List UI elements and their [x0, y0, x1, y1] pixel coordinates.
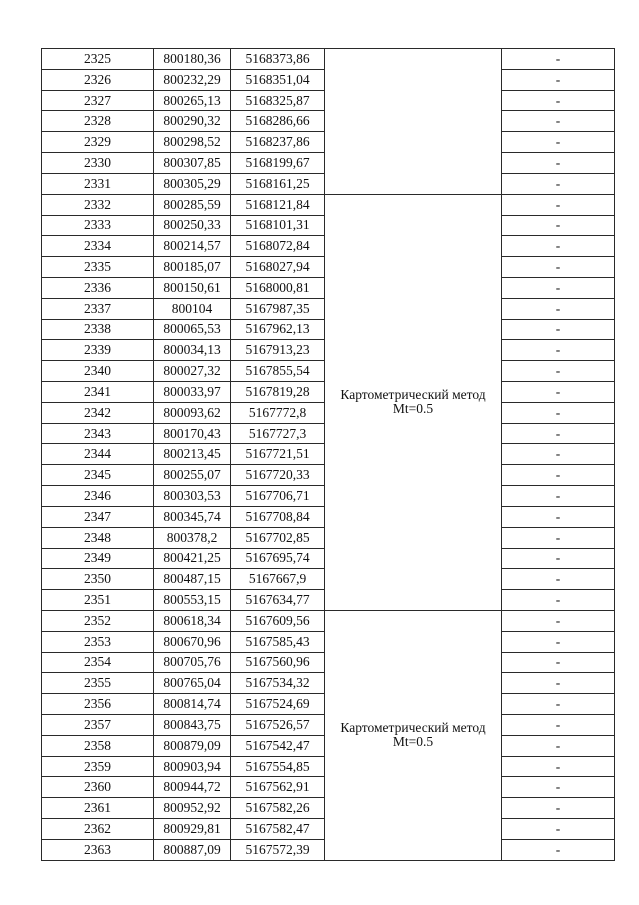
x-coordinate-cell: 800213,45 [154, 444, 231, 465]
note-cell: - [502, 652, 615, 673]
x-coordinate-cell: 800285,59 [154, 194, 231, 215]
point-number-cell: 2332 [42, 194, 154, 215]
note-cell: - [502, 173, 615, 194]
x-coordinate-cell: 800553,15 [154, 590, 231, 611]
point-number-cell: 2338 [42, 319, 154, 340]
x-coordinate-cell: 800952,92 [154, 798, 231, 819]
y-coordinate-cell: 5167562,91 [231, 777, 325, 798]
x-coordinate-cell: 800265,13 [154, 90, 231, 111]
y-coordinate-cell: 5167534,32 [231, 673, 325, 694]
y-coordinate-cell: 5167554,85 [231, 756, 325, 777]
x-coordinate-cell: 800214,57 [154, 236, 231, 257]
point-number-cell: 2329 [42, 132, 154, 153]
y-coordinate-cell: 5167609,56 [231, 610, 325, 631]
note-cell: - [502, 694, 615, 715]
point-number-cell: 2357 [42, 715, 154, 736]
note-cell: - [502, 423, 615, 444]
y-coordinate-cell: 5167913,23 [231, 340, 325, 361]
x-coordinate-cell: 800345,74 [154, 506, 231, 527]
x-coordinate-cell: 800034,13 [154, 340, 231, 361]
x-coordinate-cell: 800421,25 [154, 548, 231, 569]
point-number-cell: 2344 [42, 444, 154, 465]
table-row [42, 49, 615, 70]
y-coordinate-cell: 5167772,8 [231, 402, 325, 423]
note-cell: - [502, 798, 615, 819]
point-number-cell: 2335 [42, 257, 154, 278]
x-coordinate-cell: 800705,76 [154, 652, 231, 673]
note-cell: - [502, 382, 615, 403]
x-coordinate-cell: 800305,29 [154, 173, 231, 194]
x-coordinate-cell: 800170,43 [154, 423, 231, 444]
x-coordinate-cell: 800670,96 [154, 631, 231, 652]
y-coordinate-cell: 5167667,9 [231, 569, 325, 590]
x-coordinate-cell: 800027,32 [154, 361, 231, 382]
y-coordinate-cell: 5168000,81 [231, 277, 325, 298]
note-cell: - [502, 527, 615, 548]
note-cell: - [502, 277, 615, 298]
note-cell: - [502, 90, 615, 111]
x-coordinate-cell: 800378,2 [154, 527, 231, 548]
note-cell: - [502, 839, 615, 860]
point-number-cell: 2350 [42, 569, 154, 590]
note-cell: - [502, 236, 615, 257]
note-cell: - [502, 465, 615, 486]
note-cell: - [502, 590, 615, 611]
point-number-cell: 2343 [42, 423, 154, 444]
y-coordinate-cell: 5168325,87 [231, 90, 325, 111]
table-row [42, 194, 615, 215]
y-coordinate-cell: 5167721,51 [231, 444, 325, 465]
note-cell: - [502, 111, 615, 132]
note-cell: - [502, 486, 615, 507]
x-coordinate-cell: 800033,97 [154, 382, 231, 403]
point-number-cell: 2358 [42, 735, 154, 756]
y-coordinate-cell: 5167706,71 [231, 486, 325, 507]
point-number-cell: 2356 [42, 694, 154, 715]
y-coordinate-cell: 5167634,77 [231, 590, 325, 611]
point-number-cell: 2351 [42, 590, 154, 611]
y-coordinate-cell: 5168373,86 [231, 49, 325, 70]
note-cell: - [502, 777, 615, 798]
note-cell: - [502, 569, 615, 590]
note-cell: - [502, 548, 615, 569]
y-coordinate-cell: 5167962,13 [231, 319, 325, 340]
point-number-cell: 2327 [42, 90, 154, 111]
table-row [42, 610, 615, 631]
y-coordinate-cell: 5167560,96 [231, 652, 325, 673]
point-number-cell: 2340 [42, 361, 154, 382]
x-coordinate-cell: 800065,53 [154, 319, 231, 340]
y-coordinate-cell: 5167819,28 [231, 382, 325, 403]
x-coordinate-cell: 800180,36 [154, 49, 231, 70]
point-number-cell: 2363 [42, 839, 154, 860]
point-number-cell: 2333 [42, 215, 154, 236]
point-number-cell: 2337 [42, 298, 154, 319]
y-coordinate-cell: 5168237,86 [231, 132, 325, 153]
method-cell [325, 49, 502, 195]
note-cell: - [502, 735, 615, 756]
y-coordinate-cell: 5167702,85 [231, 527, 325, 548]
x-coordinate-cell: 800290,32 [154, 111, 231, 132]
point-number-cell: 2346 [42, 486, 154, 507]
method-accuracy: Mt=0.5 [392, 401, 434, 417]
note-cell: - [502, 319, 615, 340]
note-cell: - [502, 610, 615, 631]
y-coordinate-cell: 5167695,74 [231, 548, 325, 569]
y-coordinate-cell: 5168161,25 [231, 173, 325, 194]
x-coordinate-cell: 800232,29 [154, 69, 231, 90]
point-number-cell: 2349 [42, 548, 154, 569]
y-coordinate-cell: 5167855,54 [231, 361, 325, 382]
point-number-cell: 2355 [42, 673, 154, 694]
point-number-cell: 2334 [42, 236, 154, 257]
y-coordinate-cell: 5168027,94 [231, 257, 325, 278]
note-cell: - [502, 444, 615, 465]
x-coordinate-cell: 800843,75 [154, 715, 231, 736]
point-number-cell: 2347 [42, 506, 154, 527]
point-number-cell: 2328 [42, 111, 154, 132]
x-coordinate-cell: 800307,85 [154, 153, 231, 174]
note-cell: - [502, 215, 615, 236]
note-cell: - [502, 194, 615, 215]
point-number-cell: 2325 [42, 49, 154, 70]
note-cell: - [502, 298, 615, 319]
point-number-cell: 2326 [42, 69, 154, 90]
method-name: Картометрический метод [340, 720, 486, 736]
note-cell: - [502, 756, 615, 777]
y-coordinate-cell: 5168199,67 [231, 153, 325, 174]
method-accuracy: Mt=0.5 [392, 734, 434, 750]
y-coordinate-cell: 5167572,39 [231, 839, 325, 860]
x-coordinate-cell: 800887,09 [154, 839, 231, 860]
point-number-cell: 2362 [42, 819, 154, 840]
y-coordinate-cell: 5167582,47 [231, 819, 325, 840]
y-coordinate-cell: 5167585,43 [231, 631, 325, 652]
note-cell: - [502, 153, 615, 174]
y-coordinate-cell: 5167720,33 [231, 465, 325, 486]
y-coordinate-cell: 5167708,84 [231, 506, 325, 527]
point-number-cell: 2359 [42, 756, 154, 777]
point-number-cell: 2336 [42, 277, 154, 298]
y-coordinate-cell: 5168286,66 [231, 111, 325, 132]
point-number-cell: 2354 [42, 652, 154, 673]
note-cell: - [502, 402, 615, 423]
note-cell: - [502, 715, 615, 736]
point-number-cell: 2345 [42, 465, 154, 486]
y-coordinate-cell: 5167727,3 [231, 423, 325, 444]
point-number-cell: 2360 [42, 777, 154, 798]
x-coordinate-cell: 800879,09 [154, 735, 231, 756]
coordinates-table [41, 48, 615, 861]
x-coordinate-cell: 800255,07 [154, 465, 231, 486]
x-coordinate-cell: 800303,53 [154, 486, 231, 507]
x-coordinate-cell: 800944,72 [154, 777, 231, 798]
note-cell: - [502, 819, 615, 840]
x-coordinate-cell: 800487,15 [154, 569, 231, 590]
x-coordinate-cell: 800104 [154, 298, 231, 319]
point-number-cell: 2352 [42, 610, 154, 631]
x-coordinate-cell: 800903,94 [154, 756, 231, 777]
note-cell: - [502, 132, 615, 153]
point-number-cell: 2348 [42, 527, 154, 548]
x-coordinate-cell: 800929,81 [154, 819, 231, 840]
x-coordinate-cell: 800185,07 [154, 257, 231, 278]
note-cell: - [502, 257, 615, 278]
method-name: Картометрический метод [340, 387, 486, 403]
note-cell: - [502, 631, 615, 652]
y-coordinate-cell: 5168101,31 [231, 215, 325, 236]
y-coordinate-cell: 5167542,47 [231, 735, 325, 756]
point-number-cell: 2341 [42, 382, 154, 403]
note-cell: - [502, 49, 615, 70]
x-coordinate-cell: 800150,61 [154, 277, 231, 298]
note-cell: - [502, 340, 615, 361]
x-coordinate-cell: 800250,33 [154, 215, 231, 236]
x-coordinate-cell: 800765,04 [154, 673, 231, 694]
y-coordinate-cell: 5167526,57 [231, 715, 325, 736]
x-coordinate-cell: 800298,52 [154, 132, 231, 153]
note-cell: - [502, 506, 615, 527]
y-coordinate-cell: 5167987,35 [231, 298, 325, 319]
note-cell: - [502, 69, 615, 90]
method-cell [325, 194, 502, 610]
point-number-cell: 2342 [42, 402, 154, 423]
y-coordinate-cell: 5168121,84 [231, 194, 325, 215]
note-cell: - [502, 361, 615, 382]
point-number-cell: 2353 [42, 631, 154, 652]
point-number-cell: 2339 [42, 340, 154, 361]
y-coordinate-cell: 5168351,04 [231, 69, 325, 90]
y-coordinate-cell: 5168072,84 [231, 236, 325, 257]
coordinates-table-body [42, 49, 615, 861]
point-number-cell: 2331 [42, 173, 154, 194]
x-coordinate-cell: 800618,34 [154, 610, 231, 631]
y-coordinate-cell: 5167582,26 [231, 798, 325, 819]
note-cell: - [502, 673, 615, 694]
method-cell [325, 610, 502, 860]
x-coordinate-cell: 800814,74 [154, 694, 231, 715]
y-coordinate-cell: 5167524,69 [231, 694, 325, 715]
point-number-cell: 2330 [42, 153, 154, 174]
x-coordinate-cell: 800093,62 [154, 402, 231, 423]
point-number-cell: 2361 [42, 798, 154, 819]
